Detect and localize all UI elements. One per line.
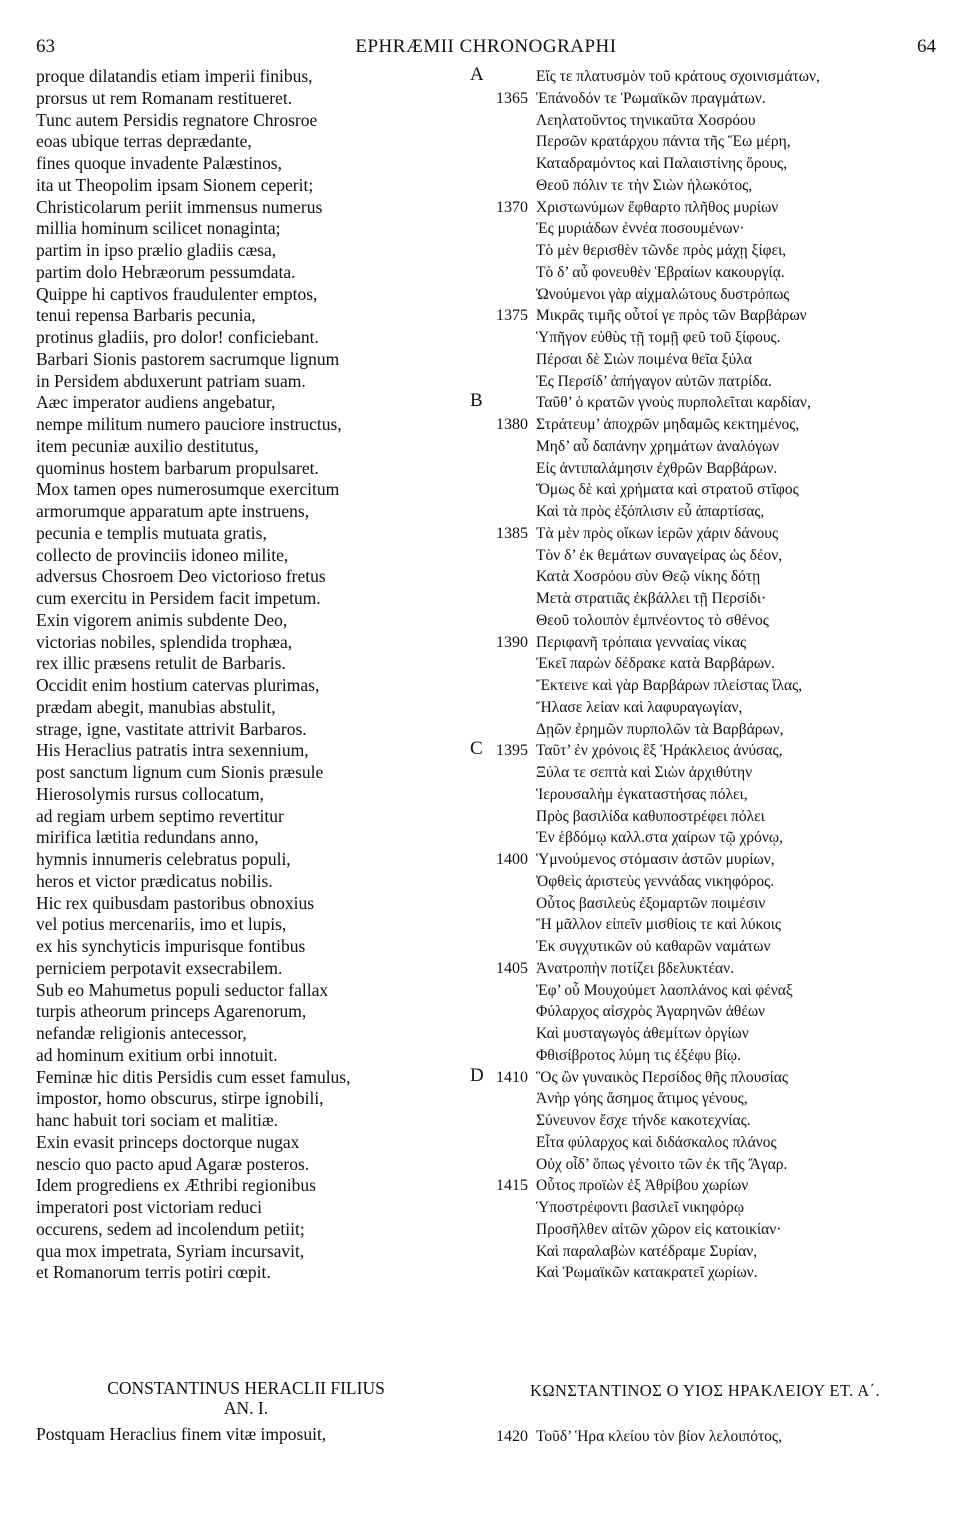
greek-line-text: Καταδραμόντος καὶ Παλαιστίνης ὅρους, <box>536 155 788 172</box>
greek-line-text: Μηδ’ αὖ δαπάνην χρημάτων ἀναλόγων <box>536 437 780 455</box>
greek-section-heading: ΚΩΝΣΤΑΝΤΙΝΟΣ Ο ΥΙΟΣ ΗΡΑΚΛΕΙΟΥ ΕΤ. Α΄. <box>530 1381 880 1400</box>
greek-line-text: Ἢ μᾶλλον εἰπεῖν μισθίοις τε καὶ λύκοις <box>536 916 782 934</box>
page-header <box>36 36 936 60</box>
latin-heading-year: AN. I. <box>223 1398 269 1418</box>
greek-line-text: Εἰς ἀντιπαλάμησιν ἐχθρῶν Βαρβάρων. <box>536 459 778 477</box>
latin-line: pecunia e templis mutuata gratis, <box>36 522 267 543</box>
latin-line: Feminæ hic ditis Persidis cum esset famulus, <box>36 1066 351 1087</box>
greek-line <box>470 1088 940 1110</box>
greek-line <box>470 980 940 1002</box>
greek-line-text: Τὸ μὲν θερισθὲν τῶνδε πρὸς μάχῃ ξίφει, <box>536 242 787 259</box>
greek-line <box>470 1426 940 1448</box>
greek-line <box>470 1132 940 1154</box>
latin-line: Exin evasit princeps doctorque nugax <box>36 1131 300 1152</box>
latin-line: in Persidem abduxerunt patriam suam. <box>36 370 306 391</box>
latin-column <box>36 66 456 1284</box>
latin-line: prorsus ut rem Romanam restitueret. <box>36 87 293 108</box>
latin-line: quominus hostem barbarum propulsaret. <box>36 457 319 478</box>
latin-line: nescio quo pacto apud Agaræ posteros. <box>36 1153 310 1174</box>
greek-line-text: Οὗτος προϊὼν ἐξ Ἀθρίβου χωρίων <box>536 1177 749 1195</box>
latin-line: Hic rex quibusdam pastoribus obnoxius <box>36 892 315 913</box>
greek-line-text: Ὠνούμενοι γὰρ αἰχμαλώτους δυστρόπως <box>536 285 790 303</box>
greek-line-text: Εἶτα φύλαρχος καὶ διδάσκαλος πλάνος <box>536 1133 777 1151</box>
greek-line-text: Ἐφ’ οὗ Μουχούμετ λαοπλάνος καὶ φέναξ <box>536 981 793 999</box>
greek-line-text: Ἱερουσαλὴμ ἐγκαταστήσας πόλει, <box>536 785 748 803</box>
greek-line <box>470 1219 940 1241</box>
greek-line <box>470 1045 940 1067</box>
greek-line <box>470 153 940 175</box>
greek-line-text: Τοῦδ’ Ἡρα κλείου τὸν βίον λελοιπότος, <box>536 1428 782 1445</box>
greek-line <box>470 958 940 980</box>
greek-line-text: Καὶ μυσταγωγὸς ἀθεμίτων ὀργίων <box>536 1025 749 1042</box>
greek-line <box>470 1175 940 1197</box>
verse-number: 1410 <box>496 1068 528 1086</box>
greek-line <box>470 936 940 958</box>
verse-number: 1420 <box>496 1428 528 1445</box>
latin-line: partim dolo Hebræorum pessumdata. <box>36 261 296 282</box>
verse-number: 1365 <box>496 89 528 107</box>
greek-line <box>470 305 940 327</box>
greek-line <box>470 371 940 393</box>
greek-line-text: Σύνευνον ἔσχε τήνδε κακοτεχνίας. <box>536 1112 751 1129</box>
latin-line: ex his synchyticis impurisque fontibus <box>36 936 306 956</box>
greek-line-text: Ὀφθεὶς ἀριστεὺς γεννάδας νικηφόρος. <box>536 872 775 890</box>
greek-line <box>470 414 940 436</box>
greek-line-text: Περιφανῆ τρόπαια γενναίας νίκας <box>536 633 747 651</box>
greek-line <box>470 914 940 936</box>
latin-line: Barbari Sionis pastorem sacrumque lignum <box>36 348 340 369</box>
greek-line-text: Χριστωνύμων ἔφθαρτο πλῆθος μυρίων <box>536 198 779 216</box>
verse-number: 1385 <box>496 524 528 542</box>
section-marker: B <box>470 390 483 412</box>
verse-number: 1395 <box>496 742 528 760</box>
latin-line: tenui repensa Barbaris pecunia, <box>36 305 256 326</box>
latin-line: victorias nobiles, splendida trophæa, <box>36 631 293 652</box>
latin-line: protinus gladiis, pro dolor! conficiebant. <box>36 327 319 347</box>
latin-line: Sub eo Mahumetus populi seductor fallax <box>36 979 329 1000</box>
greek-line-text: Ταῦτ’ ἐν χρόνοις ἓξ Ἡράκλειος ἀνύσας, <box>536 742 783 760</box>
greek-line <box>470 675 940 697</box>
latin-line: turpis atheorum princeps Agarenorum, <box>36 1001 307 1022</box>
section-marker: D <box>470 1064 484 1086</box>
greek-line <box>470 762 940 784</box>
greek-line-text: Μικρᾶς τιμῆς οὗτοί γε πρὸς τῶν Βαρβάρων <box>536 307 807 325</box>
greek-line-text: Ἀνατροπὴν ποτίζει βδελυκτέαν. <box>536 959 734 977</box>
greek-line <box>470 740 940 762</box>
section-marker: C <box>470 738 483 760</box>
latin-line: rex illic præsens retulit de Barbaris. <box>36 653 286 674</box>
latin-line: heros et victor prædicatus nobilis. <box>36 870 273 891</box>
verse-number: 1415 <box>496 1177 528 1195</box>
greek-line <box>470 1262 940 1284</box>
latin-line: collecto de provinciis idoneo milite, <box>36 544 289 565</box>
greek-line <box>470 545 940 567</box>
latin-line: Mox tamen opes numerosumque exercitum <box>36 479 340 500</box>
greek-line <box>470 827 940 849</box>
greek-line <box>470 1241 940 1263</box>
greek-line-text: Ξύλα τε σεπτὰ καὶ Σιὼν ἀρχιθύτην <box>536 764 753 781</box>
greek-line-text: Προσῆλθεν αἰτῶν χῶρον εἰς κατοικίαν· <box>536 1220 782 1238</box>
latin-line: Christicolarum periit immensus numerus <box>36 196 323 217</box>
greek-line-text: Φθισίβροτος λύμη τις ἐξέφυ βίῳ. <box>536 1046 741 1064</box>
greek-line <box>470 1110 940 1132</box>
latin-line: His Heraclius patratis intra sexennium, <box>36 740 309 761</box>
latin-line: qua mox impetrata, Syriam incursavit, <box>36 1240 305 1261</box>
latin-line: prædam abegit, manubias abstulit, <box>36 696 276 717</box>
greek-line-text: Τὰ μὲν πρὸς οἴκων ἱερῶν χάριν δάνους <box>536 524 779 542</box>
greek-line <box>470 479 940 501</box>
latin-line: eoas ubique terras deprædante, <box>36 131 252 152</box>
verse-number: 1375 <box>496 307 528 325</box>
greek-line <box>470 327 940 349</box>
greek-line-text: Πρὸς βασιλίδα καθυποστρέφει πόλει <box>536 807 765 825</box>
greek-line <box>470 523 940 545</box>
greek-line-text: Καὶ τὰ πρὸς ἐξόπλισιν εὖ ἀπαρτίσας, <box>536 503 765 520</box>
latin-line: millia hominum scilicet nonaginta; <box>36 218 281 239</box>
latin-line: Occidit enim hostium catervas plurimas, <box>36 675 320 695</box>
greek-line-text: Ἐκεῖ παρὼν δέδρακε κατὰ Βαρβάρων. <box>536 655 775 673</box>
running-title: EPHRÆMII CHRONOGRAPHI <box>355 36 617 57</box>
greek-line <box>470 262 940 284</box>
greek-line <box>470 1064 940 1089</box>
greek-line <box>470 632 940 654</box>
greek-line-text: Ὃς ὢν γυναικὸς Περσίδος θῆς πλουσίας <box>536 1068 789 1086</box>
greek-line-text: Μετὰ στρατιᾶς ἐκβάλλει τῇ Περσίδι· <box>536 590 767 607</box>
latin-line: item pecuniæ auxilio destitutus, <box>36 435 259 456</box>
latin-line: Idem progrediens ex Æthribi regionibus <box>36 1175 316 1196</box>
latin-line: hymnis innumeris celebratus populi, <box>36 849 291 869</box>
latin-line: occurens, sedem ad incolendum petiit; <box>36 1218 305 1239</box>
greek-line-text: Ἀνὴρ γόης ἄσημος ἄτιμος γένους, <box>536 1090 748 1108</box>
greek-line-text: Ἐς μυριάδων ἐννέα ποσουμένων· <box>536 220 745 238</box>
latin-line: vel potius mercenariis, imo et lupis, <box>36 914 287 935</box>
greek-line <box>470 806 940 828</box>
latin-line: proque dilatandis etiam imperii finibus, <box>36 66 313 86</box>
latin-line: mirifica lætitia redundans anno, <box>36 827 259 848</box>
verse-number: 1380 <box>496 416 528 433</box>
greek-line <box>470 1001 940 1023</box>
latin-line: nefandæ religionis antecessor, <box>36 1023 247 1043</box>
greek-line <box>470 66 940 88</box>
latin-line: perniciem perpotavit exsecrabilem. <box>36 957 283 978</box>
latin-line: armorumque apparatum apte instruens, <box>36 501 310 521</box>
greek-line <box>470 719 940 741</box>
latin-line: hanc habuit tori sociam et malitiæ. <box>36 1110 279 1130</box>
greek-line <box>470 110 940 132</box>
greek-line-text: Ἤλασε λείαν καὶ λαφυραγωγίαν, <box>536 698 743 716</box>
greek-column <box>470 66 940 1284</box>
verse-number: 1405 <box>496 959 528 977</box>
greek-line <box>470 284 940 306</box>
latin-line: partim in ipso prælio gladiis cæsa, <box>36 240 277 260</box>
latin-line: Postquam Heraclius finem vitæ imposuit, <box>36 1424 327 1444</box>
greek-line <box>470 218 940 240</box>
latin-section-heading <box>36 1378 456 1418</box>
latin-line: ita ut Theopolim ipsam Sionem ceperit; <box>36 174 314 195</box>
greek-line <box>470 1154 940 1176</box>
greek-line <box>470 784 940 806</box>
greek-line-text: Λεηλατοῦντος τηνικαῦτα Χοσρόου <box>536 111 756 129</box>
greek-line <box>470 131 940 153</box>
latin-line: post sanctum lignum cum Sionis præsule <box>36 762 324 782</box>
latin-line: adversus Chosroem Deo victorioso fretus <box>36 566 326 587</box>
greek-line-text: Ἐκ συγχυτικῶν οὐ καθαρῶν ναμάτων <box>536 938 771 955</box>
latin-line: fines quoque invadente Palæstinos, <box>36 153 282 173</box>
greek-line <box>470 392 940 414</box>
section-marker: A <box>470 64 484 85</box>
latin-line: Tunc autem Persidis regnatore Chrosroe <box>36 109 318 130</box>
latin-line: Quippe hi captivos fraudulenter emptos, <box>36 283 318 304</box>
greek-line-text: Ὑποστρέφοντι βασιλεῖ νικηφόρῳ <box>536 1199 745 1216</box>
greek-line-text: Τὸ δ’ αὖ φονευθὲν Ἑβραίων κακουργίᾳ. <box>536 263 785 281</box>
greek-line <box>470 501 940 523</box>
verse-number: 1400 <box>496 851 528 868</box>
latin-line: impostor, homo obscurus, stirpe ignobili, <box>36 1088 324 1109</box>
greek-line-text: Καὶ Ῥωμαϊκῶν κατακρατεῖ χωρίων. <box>536 1264 758 1282</box>
greek-line <box>470 697 940 719</box>
latin-line: cum exercitu in Persidem facit impetum. <box>36 588 321 608</box>
greek-line-text: Ἐπάνοδόν τε Ῥωμαϊκῶν πραγμάτων. <box>536 89 766 107</box>
greek-line <box>470 1023 940 1045</box>
greek-line-text: Καὶ παραλαβὼν κατέδραμε Συρίαν, <box>536 1242 758 1260</box>
greek-line <box>470 1197 940 1219</box>
greek-line <box>470 588 940 610</box>
latin-heading-title: CONSTANTINUS HERACLII FILIUS <box>107 1378 385 1398</box>
greek-line <box>470 349 940 371</box>
greek-line-text: Κατὰ Χοσρόου σὺν Θεῷ νίκης δότῃ <box>536 568 761 586</box>
greek-line-text: Εἴς τε πλατυσμὸν τοῦ κράτους σχοινισμάτων, <box>536 68 820 85</box>
greek-line-text: Οὗτος βασιλεὺς ἐξομαρτῶν ποιμέσιν <box>536 894 766 912</box>
greek-line-text: Δῃῶν ἐρημῶν πυρπολῶν τὰ Βαρβάρων, <box>536 720 784 738</box>
greek-line <box>470 871 940 893</box>
greek-line <box>470 197 940 219</box>
latin-line: ad regiam urbem septimo revertitur <box>36 805 284 826</box>
latin-line: nempe militum numero pauciore instructus, <box>36 414 342 434</box>
greek-line-text: Φύλαρχος αἰσχρὸς Ἀγαρηνῶν ἀθέων <box>536 1003 766 1021</box>
greek-line-text: Τὸν δ’ ἐκ θεμάτων συναγείρας ὡς δέον, <box>536 546 783 564</box>
greek-line <box>470 240 940 262</box>
greek-line <box>470 610 940 632</box>
greek-line-text: Στράτευμ’ ἀποχρῶν μηδαμῶς κεκτημένος, <box>536 416 800 433</box>
greek-line <box>470 566 940 588</box>
verse-number: 1390 <box>496 633 528 651</box>
greek-line-text: Ἐν ἑβδόμῳ καλλ.στα χαίρων τῷ χρόνῳ, <box>536 829 784 847</box>
verse-number: 1370 <box>496 198 528 216</box>
greek-line <box>470 849 940 871</box>
greek-line <box>470 88 940 110</box>
greek-line-text: Ὅμως δὲ καὶ χρήματα καὶ στρατοῦ στῖφος <box>536 481 799 499</box>
greek-line <box>470 893 940 915</box>
greek-line-text: Ὑμνούμενος στόμασιν ἀστῶν μυρίων, <box>536 851 775 868</box>
greek-line-text: Θεοῦ τολοιπὸν ἐμπνέοντος τὸ σθένος <box>536 611 769 629</box>
greek-line <box>470 653 940 675</box>
latin-line: Aæc imperator audiens angebatur, <box>36 392 276 413</box>
latin-line: imperatori post victoriam reduci <box>36 1197 262 1217</box>
greek-line-text: Ἐς Περσίδ’ ἀπήγαγον αὐτῶν πατρίδα. <box>536 372 772 390</box>
greek-line-text: Περσῶν κρατάρχου πάντα τῆς Ἕω μέρη, <box>536 133 791 151</box>
greek-line-text: Ἔκτεινε καὶ γὰρ Βαρβάρων πλείστας ἴλας, <box>536 677 803 694</box>
greek-line-text: Οὐχ οἶδ’ ὅπως γένοιτο τῶν ἐκ τῆς Ἄγαρ. <box>536 1155 788 1173</box>
latin-line: et Romanorum terris potiri cœpit. <box>36 1262 271 1283</box>
greek-line <box>470 436 940 458</box>
page-number-left: 63 <box>36 36 55 57</box>
greek-line-text: Πέρσαι δὲ Σιὼν ποιμένα θεῖα ξύλα <box>536 350 752 368</box>
latin-line: Exin vigorem animis subdente Deo, <box>36 609 288 630</box>
latin-line: Hierosolymis rursus collocatum, <box>36 783 264 804</box>
greek-line <box>470 175 940 197</box>
latin-line: strage, igne, vastitate attrivit Barbaros. <box>36 718 307 739</box>
greek-line-text: Ταῦθ’ ὁ κρατῶν γνοὺς πυρπολεῖται καρδίαν, <box>536 394 811 412</box>
latin-line: ad hominum exitium orbi innotuit. <box>36 1044 278 1065</box>
greek-line-text: Θεοῦ πόλιν τε τὴν Σιὼν ἡλωκότος, <box>536 176 753 194</box>
greek-line <box>470 458 940 480</box>
greek-line-text: Ὑπῆγον εὐθὺς τῇ τομῇ φεῦ τοῦ ξίφους. <box>536 329 781 346</box>
page-number-right: 64 <box>917 36 936 57</box>
